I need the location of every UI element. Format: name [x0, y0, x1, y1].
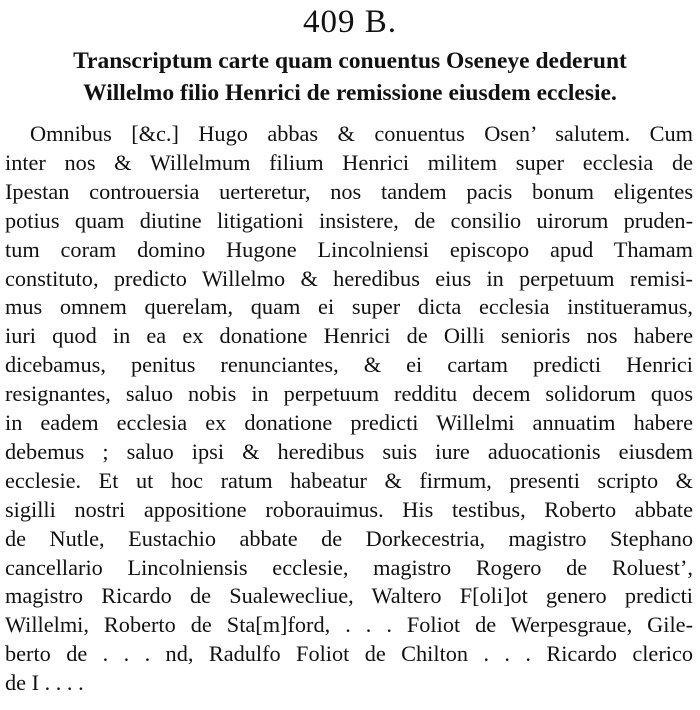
body-line: dicebamus, penitus renunciantes, & ei cartam predicti Henrici: [5, 352, 693, 378]
charter-title-line-1: Transcriptum carte quam conuentus Oseneye dederunt: [73, 48, 627, 74]
body-line: tum coram domino Hugone Lincolniensi episcopo apud Thamam: [5, 236, 693, 262]
body-line: magistro Ricardo de Sualewecliue, Waltero F[oli]ot genero predicti: [5, 583, 693, 609]
body-line: sigilli nostri appositione roborauimus. His testibus, Roberto abbate: [5, 496, 693, 522]
body-line: de I . . . .: [5, 670, 84, 696]
body-line: inter nos & Willelmum filium Henrici militem super ecclesia de: [5, 149, 693, 175]
body-line: mus omnem querelam, quam ei super dicta ecclesia institueramus,: [5, 294, 693, 320]
body-line: Willelmi, Roberto de Sta[m]ford, . . . Foliot de Werpesgraue, Gile-: [5, 612, 693, 638]
body-line: Ipestan controuersia uerteretur, nos tandem pacis bonum eligentes: [5, 178, 693, 204]
body-line: ecclesie. Et ut hoc ratum habeatur & firmum, presenti scripto &: [5, 467, 693, 493]
body-line: debemus ; saluo ipsi & heredibus suis iure aduocationis eiusdem: [5, 438, 693, 464]
body-line: resignantes, saluo nobis in perpetuum redditu decem solidorum quos: [5, 381, 693, 407]
body-line: cancellario Lincolniensis ecclesie, magistro Rogero de Roluest’,: [5, 554, 693, 580]
body-line: de Nutle, Eustachio abbate de Dorkecestria, magistro Stephano: [5, 525, 693, 551]
body-line: potius quam diutine litigationi insistere, de consilio uirorum pruden-: [5, 207, 693, 233]
charter-number: 409 B.: [302, 4, 397, 40]
body-line: iuri quod in ea ex donatione Henrici de Oilli senioris nos habere: [5, 323, 693, 349]
body-line: constituto, predicto Willelmo & heredibus eius in perpetuum remisi-: [5, 265, 693, 291]
body-line: in eadem ecclesia ex donatione predicti Willelmi annuatim habere: [5, 410, 693, 435]
body-line: Omnibus [&c.] Hugo abbas & conuentus Osen’ salutem. Cum: [30, 121, 693, 146]
charter-title-line-2: Willelmo filio Henrici de remissione eiusdem ecclesie.: [83, 80, 617, 106]
body-line: berto de . . . nd, Radulfo Foliot de Chilton . . . Ricardo clerico: [5, 641, 693, 667]
